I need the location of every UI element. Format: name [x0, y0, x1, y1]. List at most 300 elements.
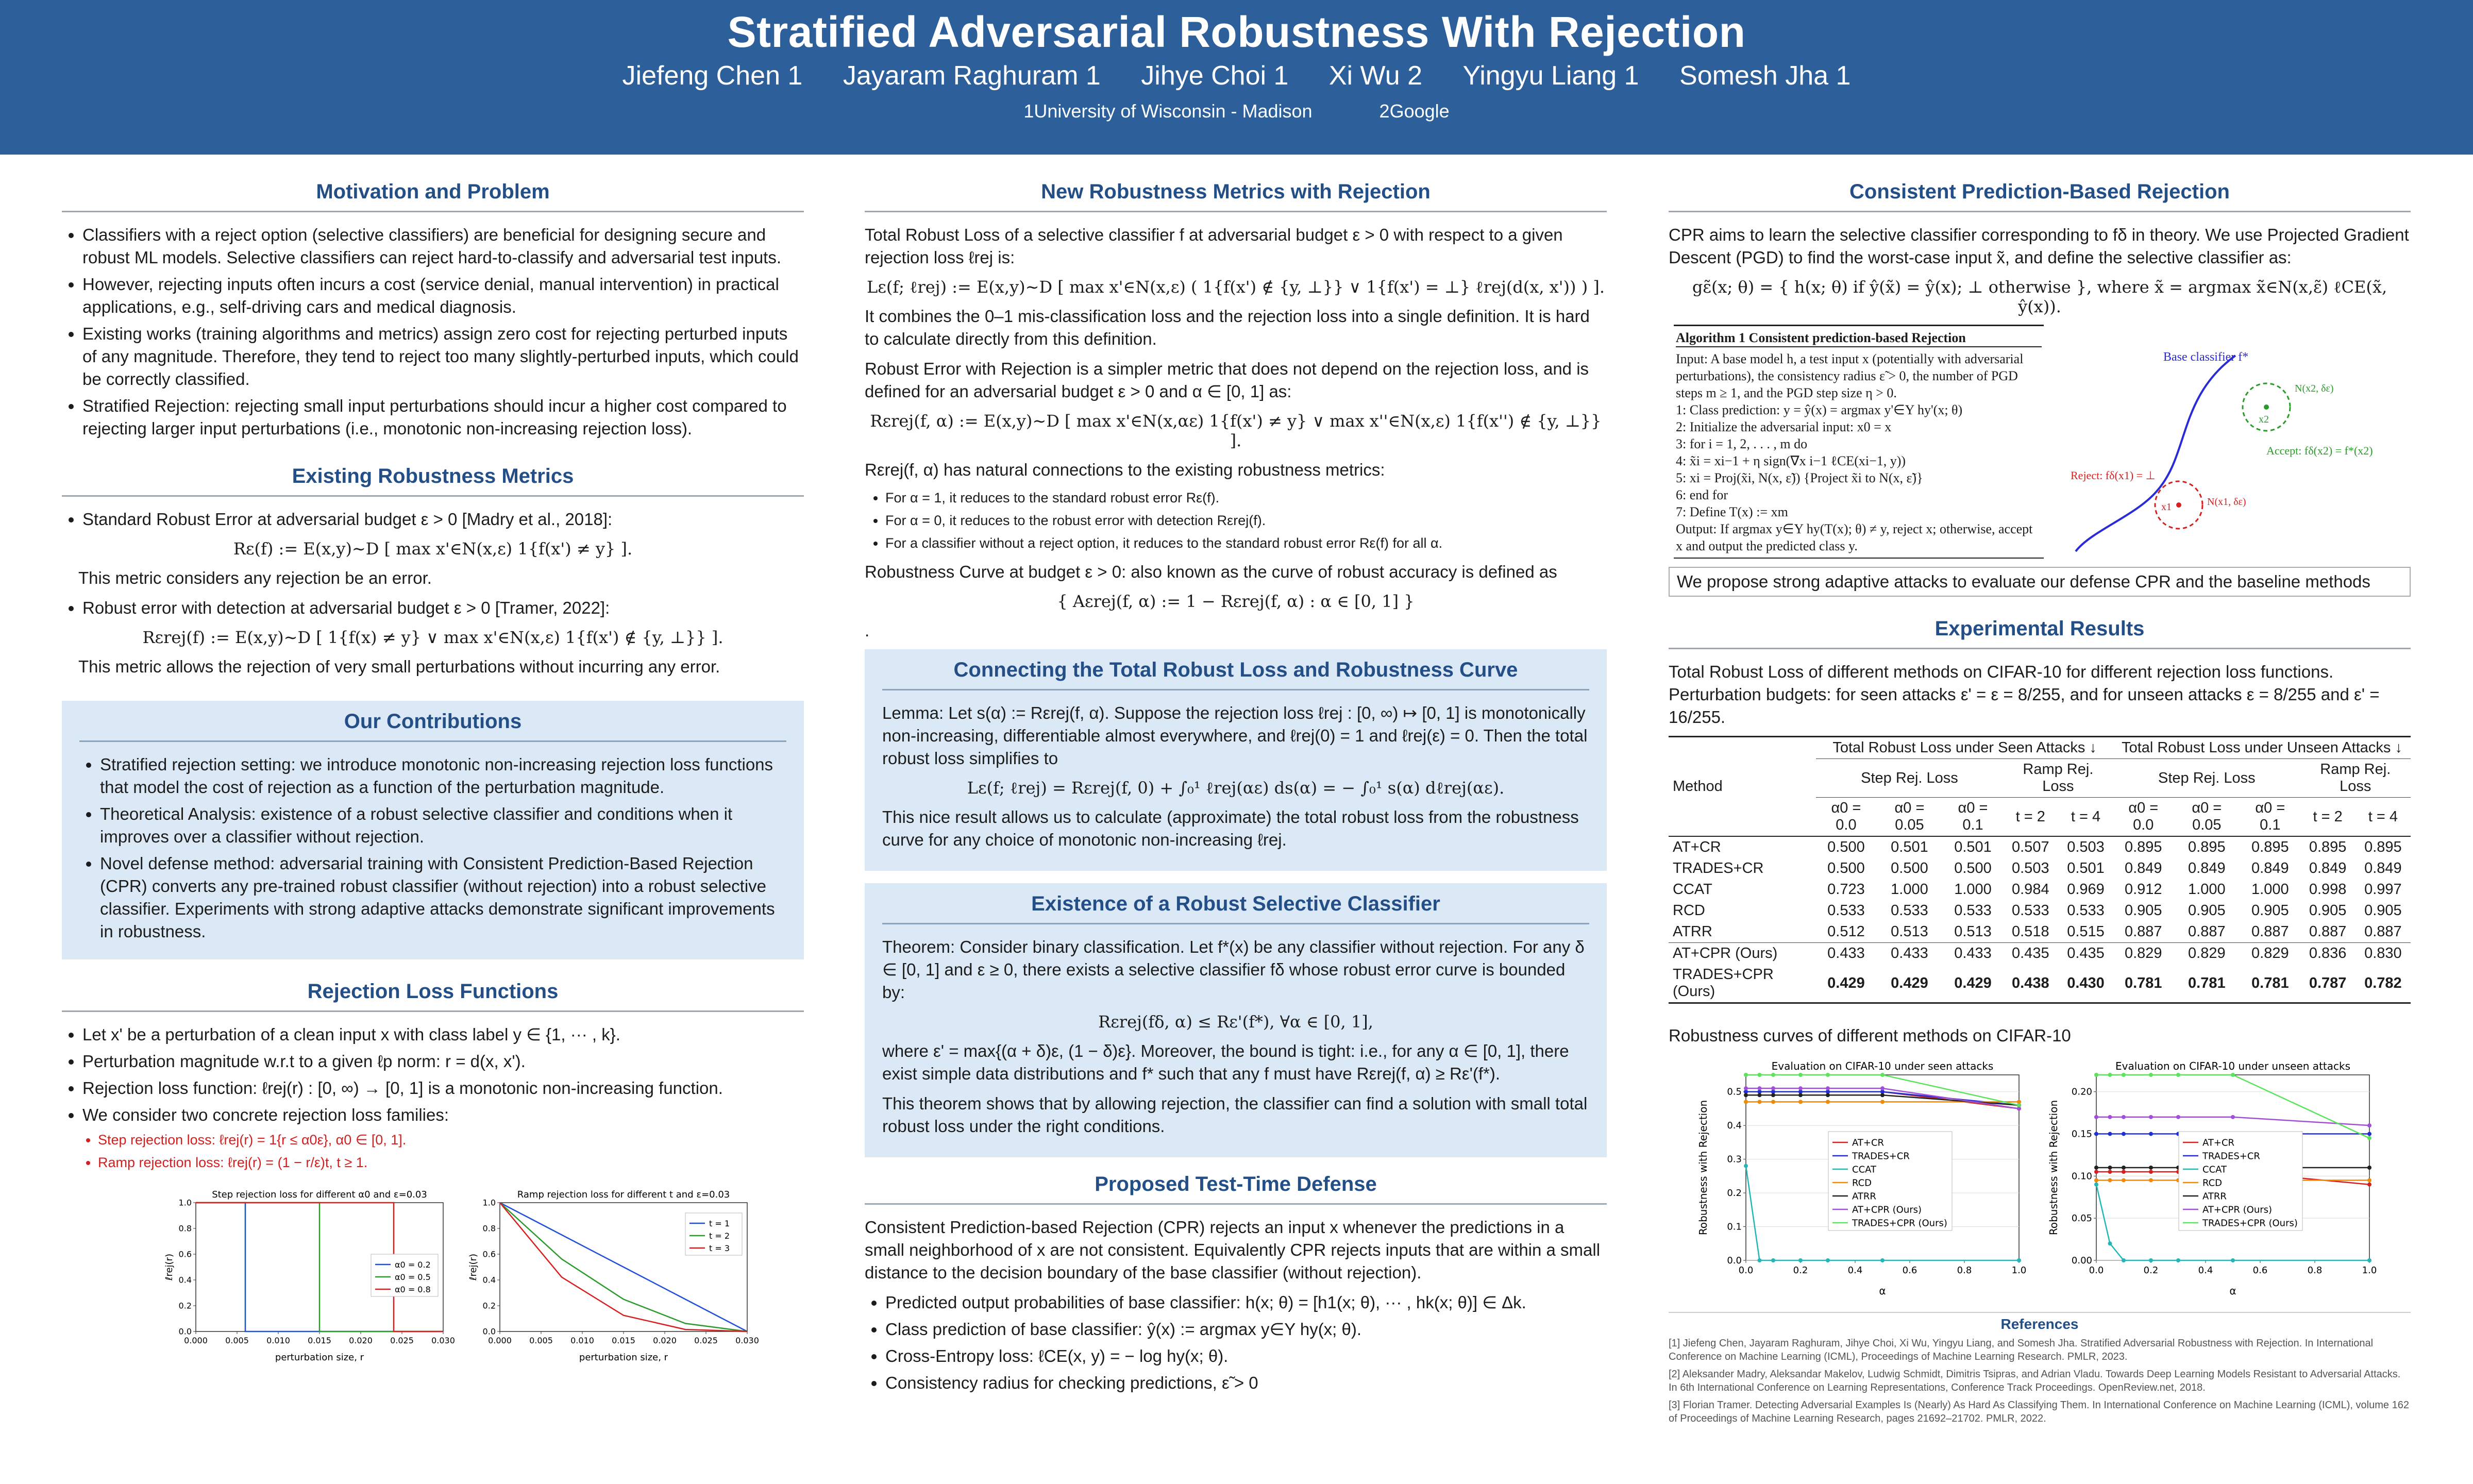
data-point	[2176, 1115, 2180, 1119]
x-tick-label: 0.020	[653, 1336, 677, 1345]
point-x1	[2176, 502, 2181, 508]
data-point	[2094, 1178, 2098, 1183]
y-axis-label: ℓrej(r)	[164, 1254, 175, 1280]
chart-title: Step rejection loss for different α0 and ε=0.03	[212, 1189, 427, 1200]
y-tick-label: 0.00	[2071, 1255, 2092, 1266]
data-point	[1744, 1100, 1748, 1104]
value-cell: 0.787	[2309, 974, 2347, 991]
value-cell: 0.849	[2188, 860, 2226, 876]
value-cell: 0.723	[1827, 881, 1865, 898]
theorem-box	[865, 883, 1607, 1157]
paragraph: This nice result allows us to calculate (approximate) the total robust loss from the robustness curve for any choice of monotonic non-increasing ℓrej.	[882, 807, 1579, 849]
y-tick-label: 0.1	[1727, 1221, 1742, 1233]
data-point	[1798, 1100, 1803, 1104]
value-cell: 0.515	[2067, 923, 2105, 940]
data-point	[2108, 1166, 2112, 1170]
data-point	[1826, 1258, 1830, 1262]
value-cell: 0.829	[2124, 945, 2162, 962]
accept-label: Accept: fδ(x2) = f*(x2)	[2266, 444, 2373, 457]
data-point	[2122, 1115, 2126, 1119]
data-point	[1798, 1093, 1803, 1097]
cpr-diagram	[2060, 335, 2411, 551]
value-cell: 0.984	[2012, 881, 2049, 898]
n1-label: N(x1, δε)	[2207, 496, 2246, 508]
x1-label: x1	[2161, 501, 2172, 513]
data-point	[1758, 1073, 1762, 1077]
data-point	[2149, 1258, 2153, 1262]
value-cell: 0.435	[2067, 945, 2105, 962]
value-cell: 0.895	[2364, 839, 2402, 855]
data-point	[2122, 1132, 2126, 1136]
value-cell: 0.887	[2188, 923, 2226, 940]
algo-line: Output: If argmax y∈Y hy(T(x); θ) ≠ y, reject x; otherwise, accept x and output the predicted class y.	[1676, 521, 2033, 553]
x-tick-label: 0.2	[2143, 1265, 2159, 1276]
list-item: • For α = 1, it reduces to the standard robust error Rε(f).	[885, 488, 1607, 507]
y-tick-label: 1.0	[178, 1198, 192, 1208]
legend-label: TRADES+CR	[1852, 1151, 1910, 1162]
data-point	[2108, 1115, 2112, 1119]
y-tick-label: 0.05	[2071, 1213, 2092, 1224]
x-tick-label: 0.0	[2089, 1265, 2104, 1276]
data-point	[1880, 1100, 1885, 1104]
subcol-header: α0 = 0.05	[1894, 800, 1925, 833]
subcol-header: t = 4	[2071, 808, 2101, 825]
value-cell: 0.849	[2364, 860, 2402, 876]
author: Jayaram Raghuram 1	[843, 61, 1101, 91]
value-cell: 0.501	[1891, 839, 1928, 855]
legend-label: CCAT	[2202, 1164, 2227, 1175]
legend-label: ATRR	[1852, 1191, 1876, 1202]
data-point	[1826, 1073, 1830, 1077]
data-point	[2149, 1132, 2153, 1136]
value-cell: 0.533	[2067, 902, 2105, 919]
list-item: • Rejection loss function: ℓrej(r) : [0, ∞) → [0, 1] is a monotonic non-increasing function.	[82, 1077, 804, 1100]
data-point	[2122, 1178, 2126, 1183]
data-point	[1744, 1164, 1748, 1168]
data-point	[2367, 1123, 2371, 1127]
y-tick-label: 0.0	[482, 1326, 496, 1337]
y-tick-label: 0.5	[1727, 1086, 1742, 1098]
x-axis-label: α	[2229, 1285, 2236, 1297]
data-point	[1826, 1086, 1830, 1090]
note: This metric considers any rejection be an error.	[78, 568, 432, 587]
data-point	[2094, 1166, 2098, 1170]
data-point	[2094, 1170, 2098, 1174]
x-axis-label: perturbation size, r	[579, 1352, 668, 1363]
data-point	[2108, 1241, 2112, 1245]
y-axis-label: ℓrej(r)	[468, 1254, 479, 1280]
value-cell: 0.533	[1891, 902, 1928, 919]
data-point	[2108, 1073, 2112, 1077]
unseen-attacks-chart	[2047, 1054, 2380, 1297]
reference-item: [2] Aleksander Madry, Aleksandar Makelov, Ludwig Schmidt, Dimitris Tsipras, and Adrian Vladu. Towards Deep Learning Models Resistant to Adversarial Attacks. In 6th International Conference on Learning Representations, Conference Track Proceedings. OpenReview.net, 2018.	[1669, 1369, 2401, 1393]
data-point	[2149, 1073, 2153, 1077]
data-point	[2367, 1136, 2371, 1140]
value-cell: 0.507	[2012, 839, 2049, 855]
legend-label: t = 3	[709, 1243, 730, 1253]
legend-label: ATRR	[2202, 1191, 2227, 1202]
subcol-header: α0 = 0.1	[1958, 800, 1988, 833]
section-heading: Proposed Test-Time Defense	[865, 1173, 1607, 1205]
legend-label: RCD	[1852, 1177, 1872, 1189]
x-tick-label: 1.0	[2011, 1265, 2027, 1276]
value-cell: 0.500	[1827, 860, 1865, 876]
data-point	[2108, 1170, 2112, 1174]
list-item: • Novel defense method: adversarial training with Consistent Prediction-Based Rejection (CPR) converts any pre-trained robust classifier (without rejection) into a robust selective classifier. Experiments with strong adaptive attacks demonstrate significant improvements in robustness.	[100, 852, 786, 943]
data-point	[1880, 1258, 1885, 1262]
data-point	[2094, 1183, 2098, 1187]
legend-box	[1828, 1132, 1952, 1230]
lemma-box	[865, 649, 1607, 871]
value-cell: 0.781	[2124, 974, 2162, 991]
data-point	[2122, 1258, 2126, 1262]
list-item: • Stratified Rejection: rejecting small input perturbations should incur a higher cost compared to rejecting larger input perturbations (i.e., monotonic non-increasing rejection loss).	[82, 395, 804, 440]
value-cell: 1.000	[2188, 881, 2226, 898]
value-cell: 0.997	[2364, 881, 2402, 898]
paragraph: Rεrej(f, α) has natural connections to the existing robustness metrics:	[865, 460, 1385, 479]
attack-note-box: We propose strong adaptive attacks to evaluate our defense CPR and the baseline methods	[1669, 567, 2411, 597]
value-cell: 0.513	[1954, 923, 1992, 940]
data-point	[1758, 1086, 1762, 1090]
x-tick-label: 0.015	[308, 1336, 331, 1345]
value-cell: 0.969	[2067, 881, 2105, 898]
y-tick-label: 0.3	[1727, 1154, 1742, 1165]
method-cell: TRADES+CR	[1673, 860, 1764, 876]
trailing-dot: .	[865, 621, 870, 640]
paragraph: It combines the 0–1 mis-classification loss and the rejection loss into a single definition. It is hard to calculate directly from this definition.	[865, 307, 1590, 348]
paragraph: This theorem shows that by allowing rejection, the classifier can find a solution with small total robust loss under the right conditions.	[882, 1094, 1588, 1136]
data-point	[2094, 1115, 2098, 1119]
value-cell: 0.433	[1954, 945, 1992, 962]
reference-item: [3] Florian Tramer. Detecting Adversarial Examples Is (Nearly) As Hard As Classifying Them. In International Conference on Machine Learning (ICML), volume 162 of Proceedings of Machine Learning Research, pages 21692–21702. PMLR, 2022.	[1669, 1399, 2409, 1424]
motivation-list	[67, 224, 804, 440]
paragraph: Robustness Curve at budget ε > 0: also known as the curve of robust accuracy is defined as	[865, 562, 1557, 581]
poster-title: Stratified Adversarial Robustness With Rejection	[727, 8, 1746, 56]
equation: { Aεrej(f, α) := 1 − Rεrej(f, α) : α ∈ [0, 1] }	[1057, 592, 1415, 611]
value-cell: 0.895	[2251, 839, 2289, 855]
data-point	[1771, 1093, 1775, 1097]
x-tick-label: 0.000	[488, 1336, 512, 1345]
references	[1669, 1312, 2411, 1425]
data-point	[1744, 1093, 1748, 1097]
y-axis-label: Robustness with Rejection	[2047, 1100, 2060, 1236]
paragraph: Lemma: Let s(α) := Rεrej(f, α). Suppose the rejection loss ℓrej : [0, ∞) ↦ [0, 1] is monotonically non-increasing, differentiable almost everywhere, and ℓrej(0) = 1 and ℓrej(ε) = 0. Then the total robust loss simplifies to	[882, 703, 1588, 768]
subcol-header: α0 = 0.0	[1831, 800, 1861, 833]
affiliation: 2Google	[1379, 100, 1450, 122]
x-tick-label: 0.010	[266, 1336, 290, 1345]
table-row	[1669, 879, 2411, 900]
data-point	[1771, 1100, 1775, 1104]
data-point	[2108, 1132, 2112, 1136]
affiliations	[0, 100, 2473, 122]
chart-title: Ramp rejection loss for different t and ε=0.03	[517, 1189, 730, 1200]
results-table	[1669, 736, 2411, 1004]
value-cell: 0.533	[1954, 902, 1992, 919]
data-point	[1758, 1100, 1762, 1104]
table-row	[1669, 943, 2411, 965]
value-cell: 0.895	[2309, 839, 2347, 855]
x-tick-label: 0.030	[735, 1336, 759, 1345]
value-cell: 0.782	[2364, 974, 2402, 991]
ramp-header: Ramp Rej. Loss	[2003, 759, 2113, 798]
references-heading: References	[2000, 1316, 2079, 1332]
y-tick-label: 1.0	[482, 1198, 496, 1208]
list-item: • Class prediction of base classifier: ŷ(x) := argmax y∈Y hy(x; θ).	[885, 1318, 1607, 1341]
value-cell: 0.781	[2188, 974, 2226, 991]
legend-label: t = 1	[709, 1219, 730, 1228]
y-tick-label: 0.4	[482, 1275, 496, 1285]
metrics-list-2	[67, 597, 804, 619]
data-point	[2122, 1073, 2126, 1077]
value-cell: 0.849	[2124, 860, 2162, 876]
y-tick-label: 0.8	[178, 1223, 192, 1234]
value-cell: 0.895	[2124, 839, 2162, 855]
value-cell: 0.887	[2364, 923, 2402, 940]
data-point	[2231, 1073, 2235, 1077]
rejection-loss-plots	[62, 1187, 804, 1362]
ramp-loss-chart	[469, 1187, 758, 1362]
data-point	[1744, 1073, 1748, 1077]
contributions-box	[62, 701, 804, 959]
table-row	[1669, 964, 2411, 1003]
subcol-header: α0 = 0.1	[2255, 800, 2285, 833]
subcol-header: t = 2	[2313, 808, 2343, 825]
data-point	[1826, 1100, 1830, 1104]
defense-list	[870, 1291, 1607, 1394]
x-tick-label: 0.025	[390, 1336, 414, 1345]
x-axis-label: α	[1879, 1285, 1886, 1297]
section-heading: Connecting the Total Robust Loss and Robustness Curve	[882, 659, 1589, 690]
value-cell: 0.905	[2251, 902, 2289, 919]
value-cell: 0.501	[1954, 839, 1992, 855]
x-axis-label: perturbation size, r	[275, 1352, 364, 1363]
seen-group-header: Total Robust Loss under Seen Attacks ↓	[1816, 737, 2113, 759]
point-x2	[2264, 404, 2269, 410]
x-tick-label: 0.025	[694, 1336, 718, 1345]
data-point	[2094, 1132, 2098, 1136]
data-point	[2367, 1178, 2371, 1183]
list-item: • Ramp rejection loss: ℓrej(r) = (1 − r/ε)t, t ≥ 1.	[98, 1153, 804, 1172]
y-tick-label: 0.20	[2071, 1086, 2092, 1098]
value-cell: 1.000	[1954, 881, 1992, 898]
subcol-header: t = 2	[2015, 808, 2045, 825]
x-tick-label: 0.015	[612, 1336, 635, 1345]
y-tick-label: 0.2	[178, 1301, 192, 1311]
value-cell: 0.433	[1891, 945, 1928, 962]
y-tick-label: 0.6	[178, 1249, 192, 1259]
data-point	[2149, 1166, 2153, 1170]
value-cell: 0.895	[2188, 839, 2226, 855]
value-cell: 0.430	[2067, 974, 2105, 991]
algo-line: 4: x̃i = xi−1 + η sign(∇x i−1 ℓCE(xi−1, y))	[1676, 453, 1906, 468]
value-cell: 0.433	[1827, 945, 1865, 962]
data-point	[1880, 1073, 1885, 1077]
equation: Rεrej(fδ, α) ≤ Rε'(f*), ∀α ∈ [0, 1],	[1098, 1012, 1373, 1032]
equation: gε̃(x; θ) = { h(x; θ) if ŷ(x̃) = ŷ(x); ⊥ otherwise }, where x̃ = argmax x̃∈N(x,ε̃) ℓCE(x̃, ŷ(x)).	[1692, 277, 2387, 316]
table-row	[1669, 900, 2411, 921]
equation: Rε(f) := E(x,y)∼D [ max x'∈N(x,ε) 1{f(x') ≠ y} ].	[233, 539, 633, 559]
data-point	[2367, 1166, 2371, 1170]
value-cell: 0.887	[2251, 923, 2289, 940]
equation: Lε(f; ℓrej) := E(x,y)∼D [ max x'∈N(x,ε) ( 1{f(x') ∉ {y, ⊥}} ∨ 1{f(x') = ⊥} ℓrej(d(x, x')) ) ].	[867, 277, 1605, 297]
value-cell: 0.905	[2364, 902, 2402, 919]
poster-header	[0, 0, 2473, 155]
value-cell: 0.513	[1891, 923, 1928, 940]
value-cell: 0.503	[2067, 839, 2105, 855]
legend-label: AT+CPR (Ours)	[2202, 1204, 2273, 1216]
value-cell: 0.836	[2309, 945, 2347, 962]
table-row	[1669, 858, 2411, 879]
y-tick-label: 0.15	[2071, 1128, 2092, 1140]
method-header: Method	[1673, 778, 1723, 795]
paragraph: Theorem: Consider binary classification. Let f*(x) be any classifier without rejection. For any δ ∈ [0, 1] and ε ≥ 0, there exists a selective classifier fδ whose robust error curve is bounded by:	[882, 937, 1585, 1002]
value-cell: 0.849	[2251, 860, 2289, 876]
value-cell: 0.438	[2012, 974, 2049, 991]
section-heading: Rejection Loss Functions	[62, 980, 804, 1012]
legend-label: TRADES+CPR (Ours)	[2202, 1218, 2298, 1229]
author: Yingyu Liang 1	[1462, 61, 1639, 91]
x-tick-label: 0.4	[2198, 1265, 2213, 1276]
value-cell: 0.998	[2309, 881, 2347, 898]
author: Xi Wu 2	[1328, 61, 1422, 91]
value-cell: 0.887	[2309, 923, 2347, 940]
step-header: Step Rej. Loss	[1816, 759, 2003, 798]
section-heading: Experimental Results	[1669, 617, 2411, 649]
data-point	[1744, 1086, 1748, 1090]
author-list	[0, 60, 2473, 91]
reject-label: Reject: fδ(x1) = ⊥	[2071, 469, 2156, 482]
method-cell: TRADES+CPR (Ours)	[1673, 966, 1774, 1000]
algorithm-box	[1674, 325, 2044, 559]
list-item: • We consider two concrete rejection loss families:	[82, 1104, 804, 1126]
value-cell: 0.905	[2124, 902, 2162, 919]
value-cell: 0.829	[2188, 945, 2226, 962]
equation: Rεrej(f) := E(x,y)∼D [ 1{f(x) ≠ y} ∨ max x'∈N(x,ε) 1{f(x') ∉ {y, ⊥}} ].	[142, 628, 724, 647]
subcol-header: α0 = 0.05	[2192, 800, 2222, 833]
list-item: • Classifiers with a reject option (selective classifiers) are beneficial for designing secure and robust ML models. Selective classifiers can reject hard-to-classify and adversarial test inputs.	[82, 224, 804, 269]
column-left	[62, 180, 804, 1362]
x-tick-label: 0.020	[349, 1336, 373, 1345]
subcol-header: α0 = 0.0	[2128, 800, 2159, 833]
decision-boundary	[2076, 356, 2235, 551]
curves-caption: Robustness curves of different methods on CIFAR-10	[1669, 1026, 2071, 1045]
y-axis-label: Robustness with Rejection	[1697, 1100, 1709, 1236]
value-cell: 0.518	[2012, 923, 2049, 940]
step-loss-chart	[165, 1187, 453, 1362]
y-tick-label: 0.6	[482, 1249, 496, 1259]
method-cell: CCAT	[1673, 881, 1712, 898]
data-point	[2149, 1178, 2153, 1183]
legend-label: AT+CPR (Ours)	[1852, 1204, 1922, 1216]
author: Somesh Jha 1	[1679, 61, 1851, 91]
section-heading: New Robustness Metrics with Rejection	[865, 180, 1607, 212]
method-cell: RCD	[1673, 902, 1705, 919]
table-row	[1669, 836, 2411, 858]
data-point	[1880, 1093, 1885, 1097]
value-cell: 0.500	[1891, 860, 1928, 876]
x-tick-label: 0.8	[1957, 1265, 1972, 1276]
value-cell: 0.830	[2364, 945, 2402, 962]
data-point	[2108, 1178, 2112, 1183]
list-item: • Perturbation magnitude w.r.t to a given ℓp norm: r = d(x, x').	[82, 1050, 804, 1073]
x-tick-label: 0.010	[570, 1336, 594, 1345]
reference-item: [1] Jiefeng Chen, Jayaram Raghuram, Jihye Choi, Xi Wu, Yingyu Liang, and Somesh Jha. Stratified Adversarial Robustness with Rejection. In International Conference on Machine Learning (ICML), Proceedings of Machine Learning Research. PMLR, 2023.	[1669, 1338, 2374, 1362]
list-item: • Predicted output probabilities of base classifier: h(x; θ) = [h1(x; θ), ··· , hk(x; θ)] ∈ Δk.	[885, 1291, 1607, 1314]
value-cell: 0.512	[1827, 923, 1865, 940]
y-tick-label: 0.0	[178, 1326, 192, 1337]
data-point	[2094, 1073, 2098, 1077]
x-tick-label: 0.8	[2307, 1265, 2323, 1276]
data-point	[1771, 1073, 1775, 1077]
x-tick-label: 0.005	[225, 1336, 249, 1345]
value-cell: 0.500	[1954, 860, 1992, 876]
data-point	[2149, 1170, 2153, 1174]
method-cell: AT+CPR (Ours)	[1673, 945, 1778, 962]
rejloss-list	[67, 1023, 804, 1172]
algo-line: 2: Initialize the adversarial input: x0 = x	[1676, 419, 1892, 434]
list-item: • However, rejecting inputs often incurs a cost (service denial, manual intervention) in practical applications, e.g., self-driving cars and medical diagnosis.	[82, 273, 804, 318]
column-middle	[865, 180, 1607, 1398]
value-cell: 0.533	[1827, 902, 1865, 919]
value-cell: 1.000	[2251, 881, 2289, 898]
data-point	[1798, 1258, 1803, 1262]
author: Jihye Choi 1	[1141, 61, 1289, 91]
value-cell: 0.429	[1827, 974, 1865, 991]
legend-label: t = 2	[709, 1231, 730, 1241]
table-row	[1669, 921, 2411, 943]
algorithm-title: Algorithm 1 Consistent prediction-based Rejection	[1676, 329, 2042, 347]
y-tick-label: 0.0	[1727, 1255, 1742, 1266]
y-tick-label: 0.10	[2071, 1171, 2092, 1182]
value-cell: 0.500	[1827, 839, 1865, 855]
data-point	[2017, 1258, 2021, 1262]
n2-label: N(x2, δε)	[2295, 383, 2334, 394]
section-heading: Consistent Prediction-Based Rejection	[1669, 180, 2411, 212]
paragraph: Total Robust Loss of a selective classifier f at adversarial budget ε > 0 with respect to a given rejection loss ℓrej is:	[865, 225, 1563, 267]
data-point	[1771, 1258, 1775, 1262]
data-point	[1826, 1093, 1830, 1097]
paragraph: Robust Error with Rejection is a simpler metric that does not depend on the rejection loss, and is defined for an adversarial budget ε > 0 and α ∈ [0, 1] as:	[865, 359, 1589, 401]
subcol-header: t = 4	[2368, 808, 2398, 825]
data-point	[2176, 1258, 2180, 1262]
list-item: • Standard Robust Error at adversarial budget ε > 0 [Madry et al., 2018]:	[82, 508, 804, 531]
list-item: • Robust error with detection at adversarial budget ε > 0 [Tramer, 2022]:	[82, 597, 804, 619]
data-point	[1758, 1258, 1762, 1262]
value-cell: 0.912	[2124, 881, 2162, 898]
reference-list	[1669, 1337, 2411, 1425]
list-item: • Let x' be a perturbation of a clean input x with class label y ∈ {1, ··· , k}.	[82, 1023, 804, 1046]
section-heading: Our Contributions	[79, 710, 786, 742]
algo-line: Input: A base model h, a test input x (potentially with adversarial perturbations), the consistency radius ε̃ > 0, the number of PGD steps m ≥ 1, and the PGD step size η > 0.	[1676, 351, 2024, 400]
base-classifier-label: Base classifier f*	[2163, 350, 2249, 364]
seen-attacks-chart	[1697, 1054, 2029, 1297]
x-tick-label: 1.0	[2362, 1265, 2377, 1276]
chart-title: Evaluation on CIFAR-10 under seen attacks	[1771, 1060, 1994, 1072]
algorithm-area	[1669, 325, 2411, 567]
x-tick-label: 0.005	[529, 1336, 553, 1345]
value-cell: 0.503	[2012, 860, 2049, 876]
affiliation: 1University of Wisconsin - Madison	[1023, 100, 1313, 122]
data-point	[1758, 1093, 1762, 1097]
list-item: • Consistency radius for checking predictions, ε̃ > 0	[885, 1372, 1607, 1394]
x-tick-label: 0.6	[1902, 1265, 1917, 1276]
data-point	[2149, 1115, 2153, 1119]
legend-label: α0 = 0.2	[395, 1260, 431, 1270]
value-cell: 0.435	[2012, 945, 2049, 962]
data-point	[2231, 1115, 2235, 1119]
legend-label: α0 = 0.5	[395, 1272, 431, 1282]
legend-label: α0 = 0.8	[395, 1285, 431, 1294]
